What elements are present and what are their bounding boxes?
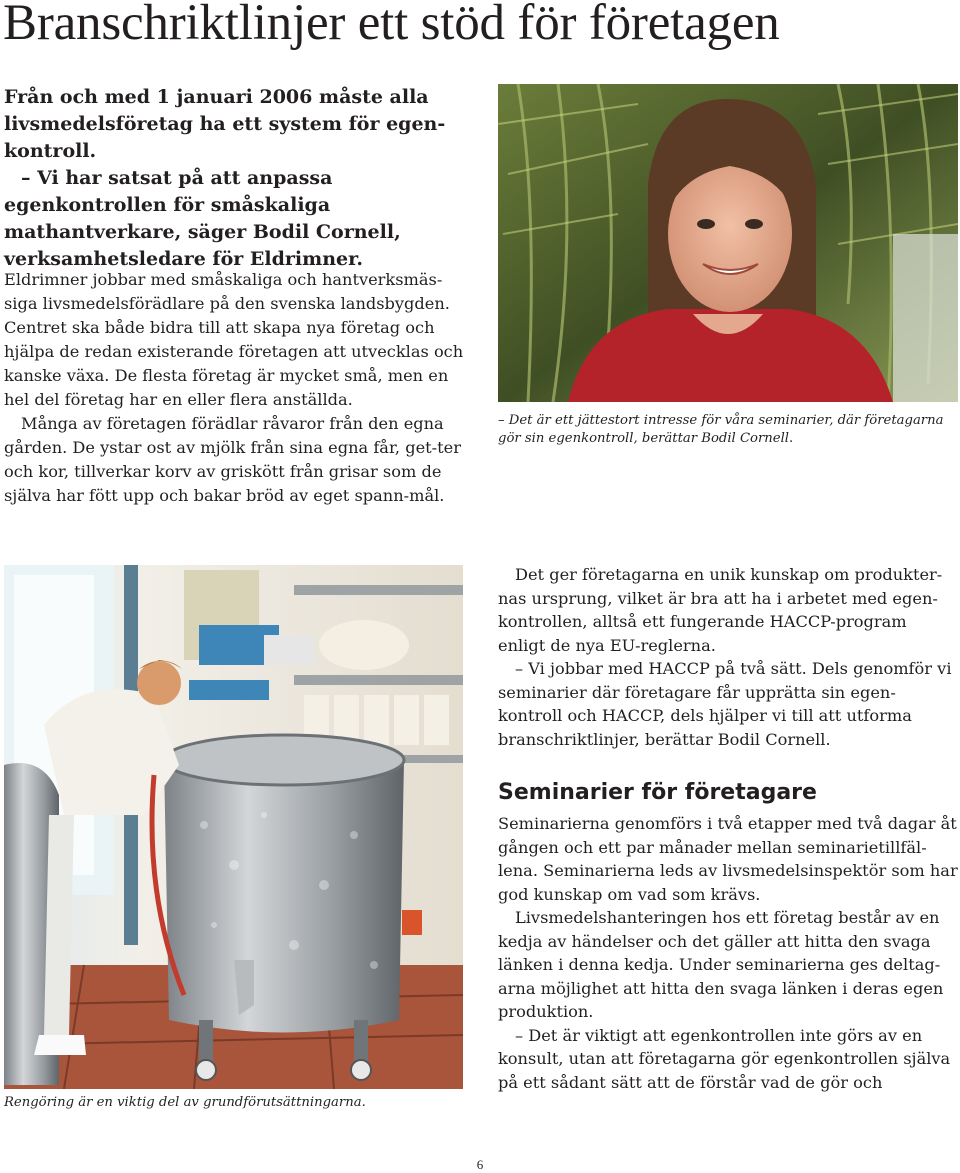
kitchen-illustration	[4, 565, 463, 1089]
section-paragraph-1: Seminarierna genomförs i två etapper med två dagar åt gången och ett par månader mellan seminarietillfäl-lena. Seminarierna leds av livsmedelsinspektör som har god kunskap om vad som krävs.	[498, 814, 958, 904]
column-2-paragraph-1: Det ger företagarna en unik kunskap om produkter-nas ursprung, vilket är bra att ha i arbetet med egen-kontrollen, alltså ett fungerande HACCP-program enligt de nya EU-reglerna.	[498, 565, 943, 655]
kitchen-photo	[4, 565, 463, 1089]
kitchen-caption: Rengöring är en viktig del av grundförutsättningarna.	[4, 1095, 366, 1110]
section-text	[498, 812, 958, 1094]
column-1-paragraph-1: Eldrimner jobbar med småskaliga och hantverksmäs-siga livsmedelsförädlare på den svenska landsbygden. Centret ska både bidra till att skapa nya företag och hjälpa de redan existerande företagen att utvecklas och kanske växa. De flesta företag är mycket små, men en hel del företag har en eller flera anställda.	[4, 270, 464, 409]
column-1-paragraph-2: Många av företagen förädlar råvaror från den egna gården. De ystar ost av mjölk från sina egna får, get-ter och kor, tillverkar korv av griskött från grisar som de själva har fött upp och bakar bröd av eget spann-mål.	[4, 414, 461, 505]
page-number: 6	[476, 1157, 484, 1172]
lead-paragraph-2: – Vi har satsat på att anpassa egenkontrollen för småskaliga mathantverkare, säger Bodil Cornell, verksamhetsledare för Eldrimner.	[4, 167, 401, 270]
column-1-text	[4, 268, 474, 508]
column-2-text	[498, 563, 958, 751]
section-paragraph-3: – Det är viktigt att egenkontrollen inte görs av en konsult, utan att företagarna gör egenkontrollen själva på ett sådant sätt att de förstår vad de gör och	[498, 1025, 951, 1092]
section-heading: Seminarier för företagare	[498, 780, 817, 805]
column-2-paragraph-2: – Vi jobbar med HACCP på två sätt. Dels genomför vi seminarier där företagare får upprätta sin egen-kontroll och HACCP, dels hjälper vi till att utforma branschriktlinjer, berättar Bodil Cornell.	[498, 659, 952, 749]
lead-intro	[4, 84, 474, 273]
lead-paragraph-1: Från och med 1 januari 2006 måste alla livsmedelsföretag ha ett system för egen-kontroll.	[4, 86, 446, 162]
portrait-photo	[498, 84, 958, 402]
section-paragraph-2: Livsmedelshanteringen hos ett företag består av en kedja av händelser och det gäller att hitta den svaga länken i denna kedja. Under seminarierna ges deltag-arna möjlighet att hitta den svaga länken i deras egen produktion.	[498, 908, 944, 1021]
portrait-caption: – Det är ett jättestort intresse för våra seminarier, där företagarna gör sin egenkontroll, berättar Bodil Cornell.	[498, 413, 944, 446]
portrait-illustration	[498, 84, 958, 402]
page-title: Branschriktlinjer ett stöd för företagen	[3, 0, 780, 51]
